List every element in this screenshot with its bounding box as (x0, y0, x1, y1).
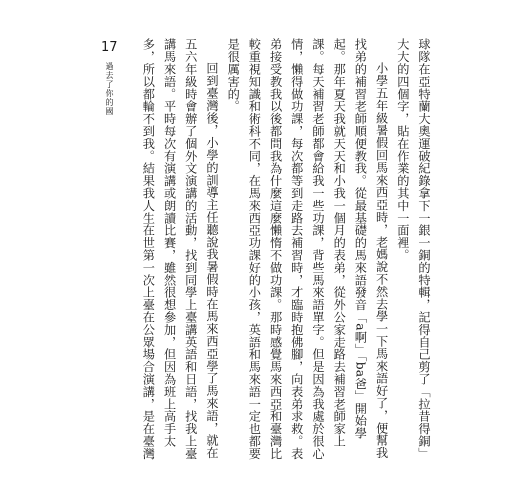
paragraph-2: 小學五年級暑假回馬來西亞時，老媽說不然去學一下馬來語好了，便幫我找弟的補習老師順便教我。從最基礎的馬來語發音「a啊」「ba爸」開始學起。那年夏天我就天天和小我一個月的表弟，從外公家走路去補習老師家上課。每天補習老師都會給我一些功課，背些馬來語單字。但是因為我處於很心情，懶得做功課，每次都等到走路去補習時，才臨時抱佛腳，向表弟求救。表弟接受教我以後都問我為什麼這麼懶惰不做功課。那時感覺馬來西亞和臺灣比較重視知識和術科不同，在馬來西亞功課好的小孩，英語和馬來語一定也都要是很厲害的。 (226, 38, 389, 460)
paragraph-1: 球隊在亞特蘭大奧運破紀錄拿下一銀一銅的特輯，記得自己剪了「拉昔得銅」大大的四個字，貼在作業的其中一面裡。 (395, 38, 431, 460)
paragraph-3: 回到臺灣後，小學的訓導主任聽說我暑假時在馬來西亞學了馬來語，就在五六年級時會辦了個外文演講的活動，找到同學上臺講英語和日語，找我上臺講馬來語。平時每次有演講或朗讀比賽，雖然很想參加，但因為班上高手太多，所以都輪不到我。結果我人生在世第一次上臺在公眾場合演講，是在臺灣 (141, 38, 219, 460)
page-number: 17 (101, 40, 118, 55)
body-text (134, 38, 434, 460)
running-head: 過去了你的國 (105, 62, 114, 116)
